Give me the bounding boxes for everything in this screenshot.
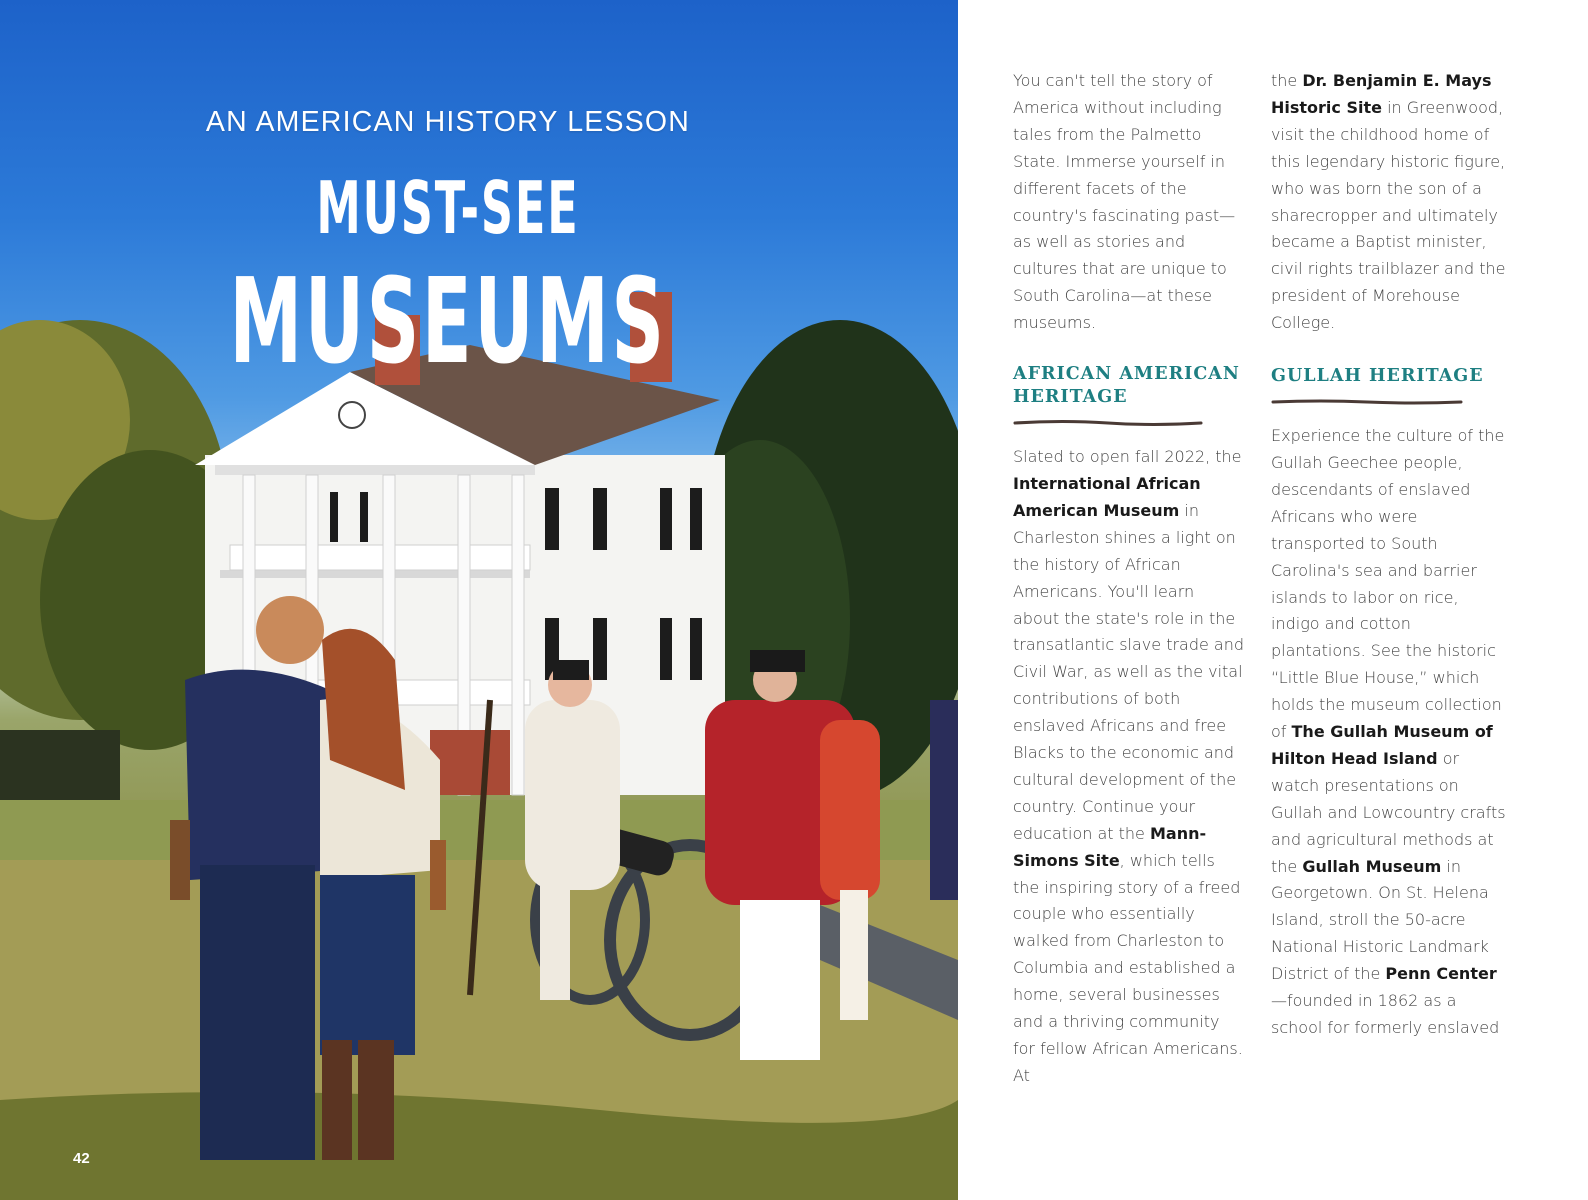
section-heading-african-american [1013,363,1245,409]
intro-paragraph: You can't tell the story of America without including tales from the Palmetto State. Immerse yourself in different facets of the country's fascinating past—as well as stories and cultures that are unique to South Carolina—at these museums. [1013,71,1236,333]
museum-name-mays: Dr. Benjamin E. Mays Historic Site [1271,71,1492,117]
museum-name-penn-center: Penn Center [1385,964,1497,984]
title-line-1: MUST-SEE [316,166,580,250]
heading-line-2: HERITAGE [1013,387,1128,408]
brush-rule-divider [1271,399,1463,405]
text-column-1 [1013,68,1245,1090]
museum-name-mann-simons: Mann-Simons Site [1013,823,1207,870]
section-heading-gullah: GULLAH HERITAGE [1271,366,1484,387]
african-american-paragraph: Slated to open fall 2022, the International African American Museum in Charleston shines a light on the history of African Americans. You'll learn about the state's role in the transatlantic slave trade and Civil War, as well as the vital contributions of both enslaved Africans and free Blacks to the economic and cultural development of the country. Continue your education at the Mann-Simons Site, which tells the inspiring story of a freed couple who essentially walked from Charleston to Columbia and established a home, several businesses and a thriving community for fellow African Americans. At [1013,447,1245,1085]
gullah-paragraph: Experience the culture of the Gullah Geechee people, descendants of enslaved Africans who were transported to South Carolina's sea and barrier islands to labor on rice, indigo and cotton plantations. See the historic “Little Blue House,” which holds the museum collection of The Gullah Museum of Hilton Head Island or watch presentations on Gullah and Lowcountry crafts and agricultural methods at the Gullah Museum in Georgetown. On St. Helena Island, stroll the 50-acre National Historic Landmark District of the Penn Center—founded in 1862 as a school for formerly enslaved [1271,426,1506,1037]
heading-line-1: AFRICAN AMERICAN [1013,364,1240,385]
brush-rule-divider [1013,420,1203,426]
museum-name-iaam: International African American Museum [1013,473,1201,520]
museum-name-gullah-hilton-head: The Gullah Museum of Hilton Head Island [1271,722,1493,768]
mays-paragraph: the Dr. Benjamin E. Mays Historic Site in Greenwood, visit the childhood home of this legendary historic figure, who was born the son of a sharecropper and ultimately became a Baptist minister, civil rights trailblazer and the president of Morehouse College. [1271,71,1506,333]
text-column-2 [1271,68,1507,1042]
museum-name-gullah-georgetown: Gullah Museum [1302,856,1442,876]
page-number: 42 [73,1150,90,1167]
kicker-heading: AN AMERICAN HISTORY LESSON [205,106,691,138]
title-line-2: MUSEUMS [229,252,667,390]
